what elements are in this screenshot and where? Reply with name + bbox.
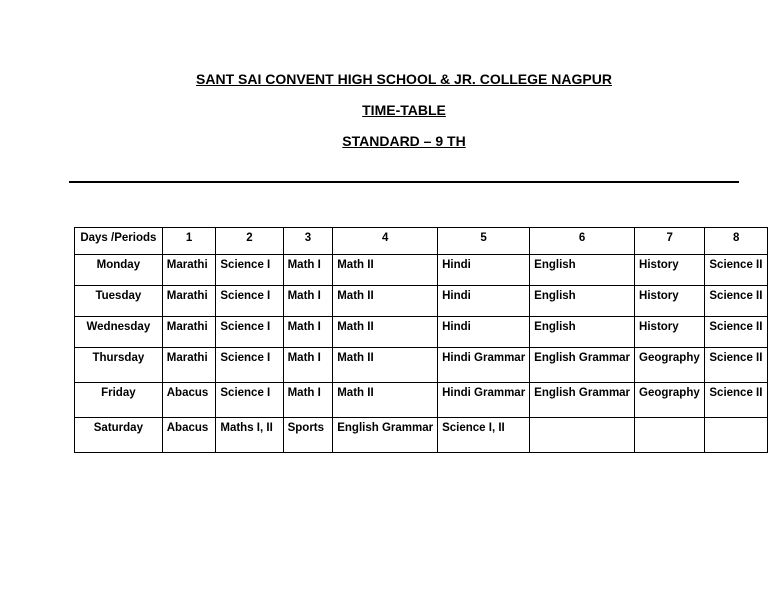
subject-cell: History [635, 255, 705, 286]
period-header: 6 [530, 228, 635, 255]
subject-cell: Science I [216, 348, 283, 383]
subject-cell [530, 418, 635, 453]
subject-cell [635, 418, 705, 453]
subject-cell: Science II [705, 317, 768, 348]
subject-cell: Sports [283, 418, 333, 453]
subject-cell: Math II [333, 348, 438, 383]
day-label: Wednesday [75, 317, 163, 348]
subject-cell: English [530, 317, 635, 348]
period-header: 3 [283, 228, 333, 255]
subject-cell: Marathi [162, 286, 216, 317]
subject-cell: Math I [283, 255, 333, 286]
subject-cell: Math II [333, 383, 438, 418]
corner-header: Days /Periods [75, 228, 163, 255]
subject-cell: Hindi [438, 255, 530, 286]
table-row [75, 255, 768, 286]
subject-cell: Math I [283, 383, 333, 418]
subject-cell: Science I [216, 383, 283, 418]
subject-cell: Maths I, II [216, 418, 283, 453]
table-row [75, 383, 768, 418]
subject-cell: Hindi Grammar [438, 383, 530, 418]
subject-cell: Hindi [438, 286, 530, 317]
subject-cell: Marathi [162, 255, 216, 286]
period-header: 5 [438, 228, 530, 255]
subject-cell [705, 418, 768, 453]
horizontal-divider [69, 181, 739, 183]
subject-cell: Math I [283, 348, 333, 383]
day-label: Thursday [75, 348, 163, 383]
subject-cell: Science I, II [438, 418, 530, 453]
subject-cell: Math II [333, 317, 438, 348]
document-title: TIME-TABLE [362, 102, 446, 118]
subject-cell: English Grammar [530, 383, 635, 418]
subject-cell: English [530, 255, 635, 286]
subject-cell: Abacus [162, 418, 216, 453]
period-header: 8 [705, 228, 768, 255]
subject-cell: Science II [705, 255, 768, 286]
day-label: Saturday [75, 418, 163, 453]
subject-cell: Science II [705, 383, 768, 418]
subject-cell: Science I [216, 317, 283, 348]
subject-cell: English [530, 286, 635, 317]
subject-cell: Science I [216, 286, 283, 317]
day-label: Monday [75, 255, 163, 286]
timetable [74, 227, 768, 453]
subject-cell: English Grammar [333, 418, 438, 453]
subject-cell: Hindi Grammar [438, 348, 530, 383]
table-row [75, 286, 768, 317]
subject-cell: Math I [283, 317, 333, 348]
school-name: SANT SAI CONVENT HIGH SCHOOL & JR. COLLEGE NAGPUR [196, 71, 612, 87]
subject-cell: Geography [635, 348, 705, 383]
subject-cell: English Grammar [530, 348, 635, 383]
subject-cell: History [635, 317, 705, 348]
subject-cell: History [635, 286, 705, 317]
period-header: 1 [162, 228, 216, 255]
subject-cell: Science II [705, 286, 768, 317]
subject-cell: Abacus [162, 383, 216, 418]
table-row [75, 317, 768, 348]
subject-cell: Marathi [162, 317, 216, 348]
day-label: Friday [75, 383, 163, 418]
period-header: 7 [635, 228, 705, 255]
subject-cell: Math II [333, 255, 438, 286]
period-header: 2 [216, 228, 283, 255]
period-header: 4 [333, 228, 438, 255]
subject-cell: Hindi [438, 317, 530, 348]
subject-cell: Marathi [162, 348, 216, 383]
subject-cell: Science II [705, 348, 768, 383]
header-row [75, 228, 768, 255]
subject-cell: Geography [635, 383, 705, 418]
subject-cell: Math II [333, 286, 438, 317]
standard-label: STANDARD – 9 TH [342, 133, 466, 149]
day-label: Tuesday [75, 286, 163, 317]
table-row [75, 418, 768, 453]
subject-cell: Science I [216, 255, 283, 286]
subject-cell: Math I [283, 286, 333, 317]
table-row [75, 348, 768, 383]
